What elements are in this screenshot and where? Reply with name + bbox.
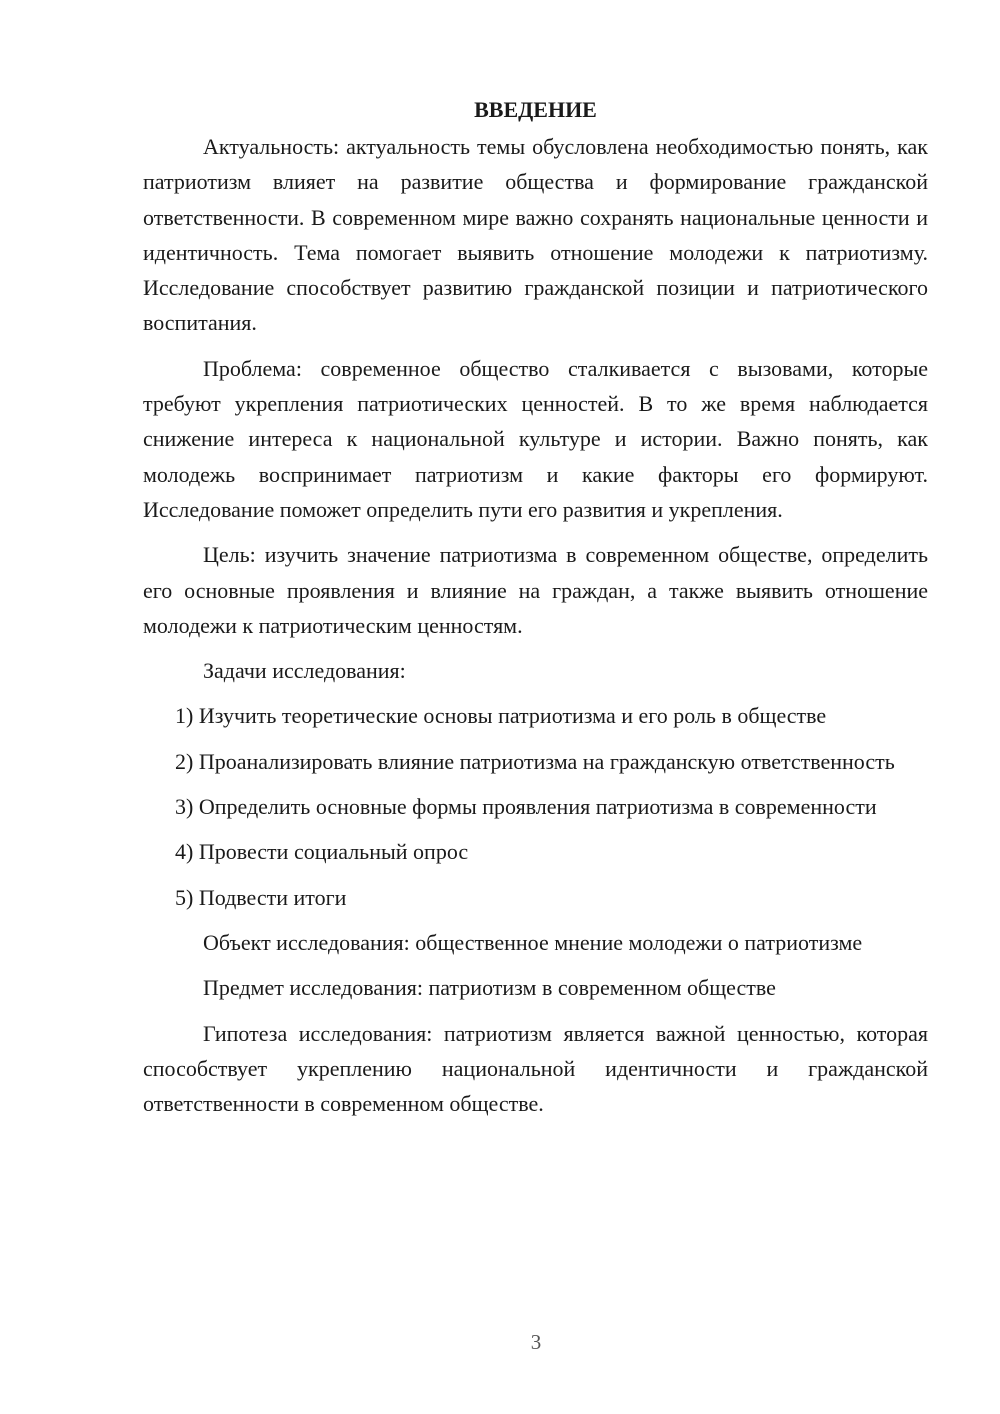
task-item-1: 1) Изучить теоретические основы патриотизма и его роль в обществе [175,703,827,729]
goal-paragraph: Цель: изучить значение патриотизма в современном обществе, определить его основные проявления и влияние на граждан, а также выявить отношение молодежи к патриотическим ценностям. [143,542,928,638]
tasks-heading: Задачи исследования: [203,658,406,684]
document-page [143,92,928,1121]
page-title: ВВЕДЕНИЕ [474,97,597,122]
task-item-5: 5) Подвести итоги [175,884,347,910]
object-paragraph: Объект исследования: общественное мнение молодежи о патриотизме [203,929,863,955]
problem-paragraph: Проблема: современное общество сталкивается с вызовами, которые требуют укрепления патриотических ценностей. В то же время наблюдается снижение интереса к национальной культуре и истории. Важно понять, как молодежь воспринимает патриотизм и какие факторы его формируют. Исследование поможет определить пути его развития и укрепления. [143,355,928,522]
relevance-paragraph: Актуальность: актуальность темы обусловлена необходимостью понять, как патриотизм влияет на развитие общества и формирование гражданской ответственности. В современном мире важно сохранять национальные ценности и идентичность. Тема помогает выявить отношение молодежи к патриотизму. Исследование способствует развитию гражданской позиции и патриотического воспитания. [143,134,928,336]
page-number: 3 [530,1330,542,1354]
subject-paragraph: Предмет исследования: патриотизм в современном обществе [203,975,776,1001]
task-item-2: 2) Проанализировать влияние патриотизма на гражданскую ответственность [175,748,895,774]
hypothesis-paragraph: Гипотеза исследования: патриотизм является важной ценностью, которая способствует укреплению национальной идентичности и гражданской ответственности в современном обществе. [143,1020,928,1117]
task-item-3: 3) Определить основные формы проявления патриотизма в современности [175,794,877,820]
task-item-4: 4) Провести социальный опрос [175,839,469,865]
